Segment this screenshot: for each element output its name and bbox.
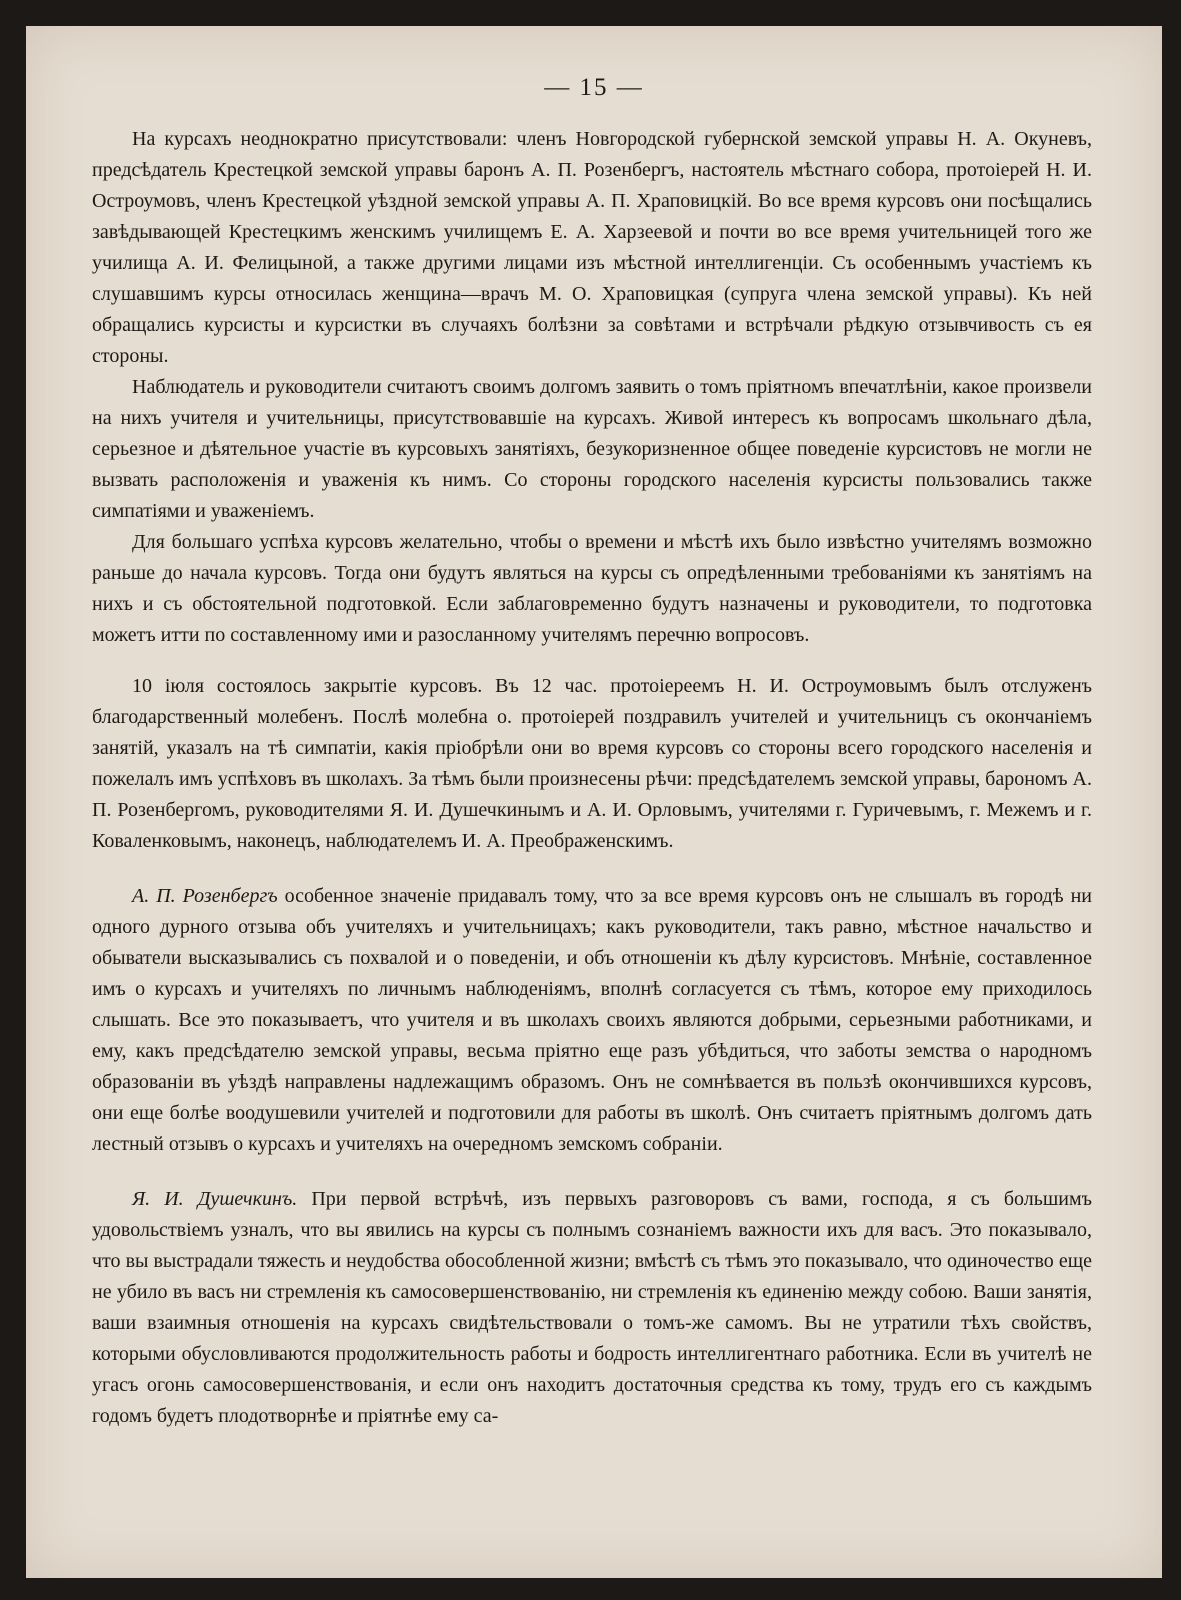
speaker-name: А. П. Розенбергъ bbox=[132, 885, 278, 907]
paragraph-course-success: Для большаго успѣха курсовъ желательно, чтобы о времени и мѣстѣ ихъ было извѣстно учителямъ возможно раньше до начала курсовъ. Тогда они будутъ являться на курсы съ опредѣленными требованіями къ занятіямъ на нихъ и съ обстоятельной подготовкой. Если заблаговременно будутъ назначены и руководители, то подготовка можетъ итти по составленному ими и разосланному учителямъ перечню вопросовъ. bbox=[92, 531, 1092, 646]
paragraph-course-attendance: На курсахъ неоднократно присутствовали: членъ Новгородской губернской земской управы Н. А. Окуневъ, предсѣдатель Крестецкой земской управы баронъ А. П. Розенбергъ, настоятель мѣстнаго собора, протоіерей Н. И. Остроумовъ, членъ Крестецкой уѣздной земской управы А. П. Храповицкій. Во все время курсовъ они посѣщались завѣдывающей Крестецкимъ женскимъ училищемъ Е. А. Харзеевой и почти во все время учительницей того же училища А. И. Фелицыной, а также другими лицами изъ мѣстной интеллигенціи. Съ особеннымъ участіемъ къ слушавшимъ курсы относилась женщина—врачъ М. О. Храповицкая (супруга члена земской управы). Къ ней обращались курсисты и курсистки въ случаяхъ болѣзни за совѣтами и встрѣчали рѣдкую отзывчивость съ ея стороны. bbox=[92, 128, 1092, 367]
paragraph-course-closing: 10 іюля состоялось закрытіе курсовъ. Въ 12 час. протоіереемъ Н. И. Остроумовымъ былъ отслуженъ благодарственный молебенъ. Послѣ молебна о. протоіерей поздравилъ учителей и учительницъ съ окончаніемъ занятій, указалъ на тѣ симпатіи, какія пріобрѣли они во время курсовъ со стороны всего городского населенія и пожелалъ имъ успѣховъ въ школахъ. За тѣмъ были произнесены рѣчи: предсѣдателемъ земской управы, барономъ А. П. Розенбергомъ, руководителями Я. И. Душечкинымъ и А. И. Орловымъ, учителями г. Гуричевымъ, г. Межемъ и г. Коваленковымъ, наконецъ, наблюдателемъ И. А. Преображенскимъ. bbox=[92, 675, 1092, 852]
scanned-book-page bbox=[26, 26, 1162, 1578]
page-body bbox=[92, 124, 1092, 1432]
speech-text: При первой встрѣчѣ, изъ первыхъ разговоровъ съ вами, господа, я съ большимъ удовольствіемъ узналъ, что вы явились на курсы съ полнымъ сознаніемъ важности ихъ для васъ. Это показывало, что вы выстрадали тяжесть и неудобства обособленной жизни; вмѣстѣ съ тѣмъ это показывало, что одиночество еще не убило въ васъ ни стремленія къ самосовершенствованію, ни стремленія къ единенію между собою. Ваши занятія, ваши взаимныя отношенія на курсахъ свидѣтельствовали о томъ-же самомъ. Вы не утратили тѣхъ свойствъ, которыми обусловливаются продолжительность работы и бодрость интеллигентнаго работника. Если въ учителѣ не угасъ огонь самосовершенствованія, и если онъ находитъ достаточныя средства къ тому, трудъ его съ каждымъ годомъ будетъ плодотворнѣе и пріятнѣе ему са- bbox=[92, 1188, 1092, 1427]
paragraph-rosenberg-speech bbox=[92, 881, 1092, 1160]
speaker-name: Я. И. Душечкинъ. bbox=[132, 1188, 298, 1210]
paragraph-dushechkin-speech bbox=[92, 1184, 1092, 1432]
speech-text: особенное значеніе придавалъ тому, что за все время курсовъ онъ не слышалъ въ городѣ ни одного дурного отзыва объ учителяхъ и учительницахъ; какъ руководители, такъ равно, мѣстное начальство и обыватели высказывались съ похвалой и о поведеніи, и объ отношеніи къ дѣлу курсистовъ. Мнѣніе, составленное имъ о курсахъ и учителяхъ по личнымъ наблюденіямъ, вполнѣ согласуется съ тѣмъ, которое ему приходилось слышать. Все это показываетъ, что учителя и въ школахъ своихъ являются добрыми, серьезными работниками, и ему, какъ предсѣдателю земской управы, весьма пріятно еще разъ убѣдиться, что заботы земства о народномъ образованіи въ уѣздѣ направлены надлежащимъ образомъ. Онъ не сомнѣвается въ пользѣ окончившихся курсовъ, они еще болѣе воодушевили учителей и подготовили для работы въ школѣ. Онъ считаетъ пріятнымъ долгомъ дать лестный отзывъ о курсахъ и учителяхъ на очередномъ земскомъ собраніи. bbox=[92, 885, 1092, 1155]
paragraph-observer-impression: Наблюдатель и руководители считаютъ своимъ долгомъ заявить о томъ пріятномъ впечатлѣніи, какое произвели на нихъ учителя и учительницы, присутствовавшіе на курсахъ. Живой интересъ къ вопросамъ школьнаго дѣла, серьезное и дѣятельное участіе въ курсовыхъ занятіяхъ, безукоризненное общее поведеніе курсистовъ не могли не вызвать расположенія и уваженія къ нимъ. Со стороны городского населенія курсисты пользовались также симпатіями и уваженіемъ. bbox=[92, 376, 1092, 522]
page-number: — 15 — bbox=[544, 74, 644, 101]
